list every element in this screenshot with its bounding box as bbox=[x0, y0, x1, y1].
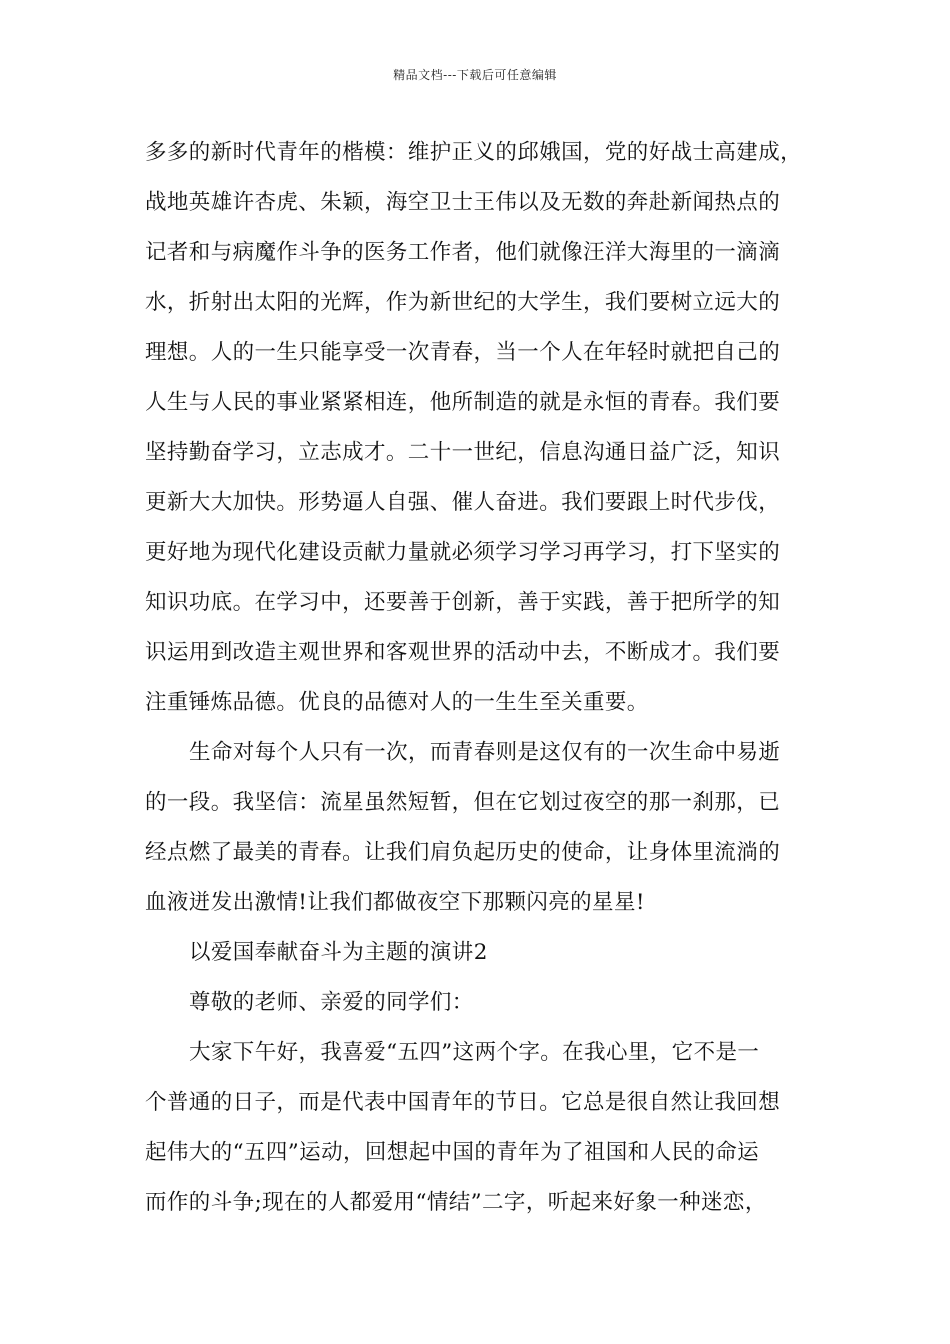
text-line: 的一段。我坚信：流星虽然短暂，但在它划过夜空的那一刹那，已 bbox=[145, 790, 781, 815]
text-line: 水，折射出太阳的光辉，作为新世纪的大学生，我们要树立远大的 bbox=[145, 290, 781, 315]
text-line: 血液迸发出激情!让我们都做夜空下那颗闪亮的星星! bbox=[145, 890, 645, 915]
text-line: 注重锤炼品德。优良的品德对人的一生生至关重要。 bbox=[145, 690, 649, 715]
text-line: 多多的新时代青年的楷模：维护正义的邱娥国，党的好战士高建成， bbox=[145, 140, 803, 165]
text-line: 经点燃了最美的青春。让我们肩负起历史的使命，让身体里流淌的 bbox=[145, 840, 781, 865]
text-line: 个普通的日子，而是代表中国青年的节日。它总是很自然让我回想 bbox=[145, 1090, 781, 1115]
text-line: 生命对每个人只有一次，而青春则是这仅有的一次生命中易逝 bbox=[189, 740, 781, 765]
text-line: 起伟大的“五四”运动，回想起中国的青年为了祖国和人民的命运 bbox=[145, 1140, 760, 1165]
text-line: 大家下午好，我喜爱“五四”这两个字。在我心里，它不是一 bbox=[189, 1040, 760, 1065]
text-line: 战地英雄许杏虎、朱颖，海空卫士王伟以及无数的奔赴新闻热点的 bbox=[145, 190, 781, 215]
document-body bbox=[145, 128, 810, 1228]
salutation: 尊敬的老师、亲爱的同学们： bbox=[189, 990, 474, 1015]
text-line: 理想。人的一生只能享受一次青春，当一个人在年轻时就把自己的 bbox=[145, 340, 781, 365]
text-line: 识运用到改造主观世界和客观世界的活动中去，不断成才。我们要 bbox=[145, 640, 781, 665]
section-title: 以爱国奉献奋斗为主题的演讲2 bbox=[189, 940, 488, 965]
text-line: 更好地为现代化建设贡献力量就必须学习学习再学习，打下坚实的 bbox=[145, 540, 781, 565]
text-line: 知识功底。在学习中，还要善于创新，善于实践，善于把所学的知 bbox=[145, 590, 781, 615]
text-line: 坚持勤奋学习，立志成才。二十一世纪，信息沟通日益广泛，知识 bbox=[145, 440, 781, 465]
page-header: 精品文档---下载后可任意编辑 bbox=[393, 68, 557, 82]
text-line: 人生与人民的事业紧紧相连，他所制造的就是永恒的青春。我们要 bbox=[145, 390, 781, 415]
text-line: 更新大大加快。形势逼人自强、催人奋进。我们要跟上时代步伐， bbox=[145, 490, 781, 515]
text-line: 而作的斗争;现在的人都爱用“情结”二字，听起来好象一种迷恋， bbox=[145, 1190, 767, 1215]
text-line: 记者和与病魔作斗争的医务工作者，他们就像汪洋大海里的一滴滴 bbox=[145, 240, 781, 265]
